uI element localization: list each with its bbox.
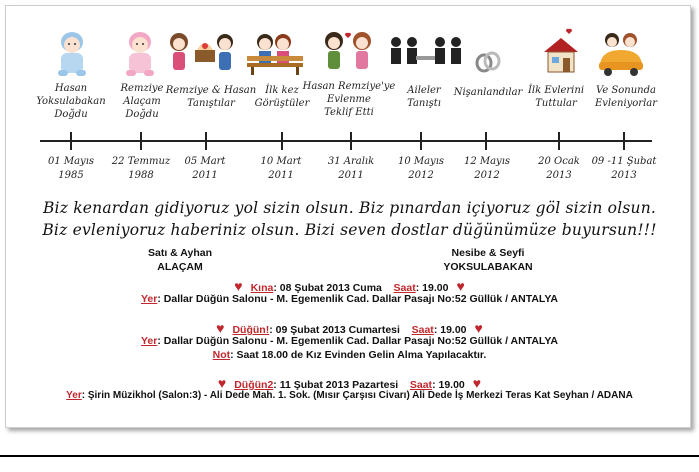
proposal-icon xyxy=(320,30,376,78)
timeline-tick xyxy=(350,132,352,150)
dugun-place: Yer: Dallar Düğün Salonu - M. Egemenlik Cad. Dallar Pasajı No:52 Güllük / ANTALYA xyxy=(141,335,558,347)
event-date-first-home: 20 Ocak 2013 xyxy=(538,156,580,181)
heart-icon: ♥ xyxy=(472,375,482,391)
timeline-tick xyxy=(140,132,142,150)
timeline-tick xyxy=(485,132,487,150)
event-label-first-meet: İlk kez Görüştüler xyxy=(254,85,310,109)
heart-icon: ♥ xyxy=(217,375,227,391)
event-label-met: Remziye & Hasan Tanıştılar xyxy=(165,85,257,109)
timeline-tick xyxy=(281,132,283,150)
baby-boy-icon xyxy=(52,30,92,78)
dugun2-place: Yer: Şirin Müzikhol (Salon:3) - Ali Dede Mah. 1. Sok. (Mısır Çarşısı Civarı) Ali Dede İş Merkezi Teras Kat Seyhan / ADANA xyxy=(66,390,633,401)
event-label-hasan-birth: Hasan Yoksulabakan Doğdu xyxy=(36,83,106,120)
poem-line-2: Biz evleniyoruz haberiniz olsun. Bizi seven dostlar düğünümüze buyursun!!! xyxy=(42,221,657,239)
dugun-note: Not: Saat 18.00 de Kız Evinden Gelin Alma Yapılacaktır. xyxy=(212,349,487,361)
event-label-first-home: İlk Evlerini Tuttular xyxy=(527,85,585,109)
event-label-marriage: Ve Sonunda Evleniyorlar xyxy=(594,85,658,109)
event-label-engaged: Nişanlandılar xyxy=(453,87,523,98)
couple-cake-icon xyxy=(165,30,237,76)
event-label-proposal: Hasan Remziye'ye Evlenme Teklif Etti xyxy=(302,81,396,118)
kina-title: ♥ Kına: 08 Şubat 2013 Cuma Saat: 19.00 ♥ xyxy=(0,278,699,294)
poem-line-1: Biz kenardan gidiyoruz yol sizin olsun. Biz pınardan içiyoruz göl sizin olsun. xyxy=(42,199,657,217)
event-date-families: 10 Mayıs 2012 xyxy=(397,156,445,181)
event-date-hasan-birth: 01 Mayıs 1985 xyxy=(47,156,95,181)
event-date-first-meet: 10 Mart 2011 xyxy=(260,156,302,181)
heart-icon: ♥ xyxy=(234,278,243,294)
house-icon xyxy=(542,28,580,76)
heart-icon: ♥ xyxy=(216,320,225,336)
event-label-remziye-birth: Remziye Alaçam Doğdu xyxy=(120,83,164,120)
event-date-remziye-birth: 22 Temmuz 1988 xyxy=(111,156,171,181)
groom-parents: Nesibe & Seyfi YOKSULABAKAN xyxy=(443,247,533,273)
timeline-tick xyxy=(558,132,560,150)
event-date-proposal: 31 Aralık 2011 xyxy=(327,156,375,181)
heart-icon: ♥ xyxy=(474,320,483,336)
timeline-tick xyxy=(623,132,625,150)
kina-place: Yer: Dallar Düğün Salonu - M. Egemenlik Cad. Dallar Pasajı No:52 Güllük / ANTALYA xyxy=(141,293,558,305)
couple-bench-icon xyxy=(243,32,307,76)
bride-parents: Satı & Ayhan ALAÇAM xyxy=(148,247,212,273)
timeline-tick xyxy=(205,132,207,150)
heart-icon: ♥ xyxy=(456,278,465,294)
baby-girl-icon xyxy=(120,30,160,78)
event-date-engaged: 12 Mayıs 2012 xyxy=(463,156,511,181)
dugun2-title: ♥ Düğün2: 11 Şubat 2013 Pazartesi Saat: 19.00 ♥ xyxy=(0,375,699,391)
rings-icon xyxy=(474,50,502,74)
timeline-axis xyxy=(40,140,652,142)
bottom-divider xyxy=(0,455,699,457)
event-date-marriage: 09 -11 Şubat 2013 xyxy=(591,156,657,181)
timeline-tick xyxy=(420,132,422,150)
event-date-met: 05 Mart 2011 xyxy=(184,156,226,181)
wedding-car-icon xyxy=(596,30,646,78)
dugun-title: ♥ Düğün!: 09 Şubat 2013 Cumartesi Saat: 19.00 ♥ xyxy=(0,320,699,336)
event-label-families: Aileler Tanıştı xyxy=(407,85,441,109)
timeline-tick xyxy=(70,132,72,150)
families-meeting-icon xyxy=(386,34,464,74)
